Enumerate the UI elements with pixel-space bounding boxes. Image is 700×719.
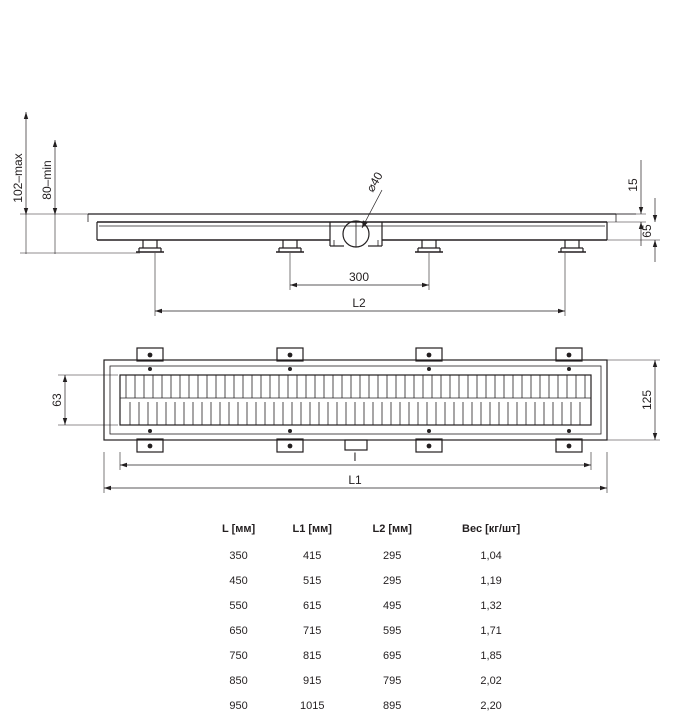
table-header-l1: L1 [мм] bbox=[292, 522, 332, 535]
dim-label-outlet-diameter: ⌀40 bbox=[363, 169, 386, 195]
dim-label-overall-width: 125 bbox=[640, 389, 654, 411]
dim-length-l2 bbox=[155, 253, 565, 316]
table-row bbox=[205, 594, 550, 619]
dim-label-grate-width: 63 bbox=[50, 393, 64, 407]
cell-l: 950 bbox=[229, 700, 248, 712]
cell-l: 350 bbox=[229, 550, 248, 562]
cell-l1: 815 bbox=[303, 650, 322, 662]
cell-l: 450 bbox=[229, 575, 248, 587]
table-header-row bbox=[205, 516, 550, 544]
grate-slots bbox=[120, 375, 591, 425]
cell-l1: 915 bbox=[303, 675, 322, 687]
side-view-group bbox=[11, 112, 660, 316]
dim-label-height-min: 80–min bbox=[40, 160, 54, 200]
cell-l1: 415 bbox=[303, 550, 322, 562]
dim-leg-spacing bbox=[290, 253, 429, 290]
dim-label-body-height: 65 bbox=[640, 224, 654, 238]
dim-label-flange-height: 15 bbox=[626, 178, 640, 192]
cell-l1: 1015 bbox=[299, 700, 325, 712]
cell-l2: 895 bbox=[383, 700, 402, 712]
cell-l2: 295 bbox=[383, 550, 402, 562]
dim-label-height-max: 102–max bbox=[11, 153, 25, 203]
dim-label-length-l2: L2 bbox=[352, 296, 366, 310]
cell-l: 650 bbox=[229, 625, 248, 637]
table-header-l: L [мм] bbox=[222, 522, 256, 535]
table-header-weight: Вес [кг/шт] bbox=[462, 522, 521, 535]
dim-label-grate-length: l bbox=[353, 450, 357, 464]
cell-l1: 615 bbox=[303, 600, 322, 612]
cell-weight: 1,32 bbox=[480, 600, 502, 612]
cell-weight: 1,71 bbox=[480, 625, 502, 637]
table-row bbox=[205, 544, 550, 569]
dim-outlet-diameter bbox=[362, 169, 386, 228]
cell-l: 550 bbox=[229, 600, 248, 612]
table-row bbox=[205, 569, 550, 594]
cell-l2: 795 bbox=[383, 675, 402, 687]
cell-l: 750 bbox=[229, 650, 248, 662]
cell-weight: 2,20 bbox=[480, 700, 502, 712]
cell-l2: 295 bbox=[383, 575, 402, 587]
leg-4 bbox=[558, 240, 586, 252]
dim-height-min bbox=[40, 140, 57, 215]
dim-overall-width bbox=[607, 360, 660, 440]
top-view-group bbox=[50, 348, 660, 493]
spec-table-container bbox=[205, 516, 550, 719]
leg-3 bbox=[415, 240, 443, 252]
table-row bbox=[205, 694, 550, 719]
table-row bbox=[205, 669, 550, 694]
dim-grate-length bbox=[120, 450, 591, 470]
cell-l2: 595 bbox=[383, 625, 402, 637]
dim-label-leg-spacing: 300 bbox=[348, 270, 370, 284]
dim-grate-width bbox=[50, 375, 118, 425]
cell-l1: 715 bbox=[303, 625, 322, 637]
dim-body-height bbox=[607, 198, 660, 262]
leg-1 bbox=[136, 240, 164, 252]
dim-label-length-l1: L1 bbox=[348, 473, 362, 487]
table-row bbox=[205, 644, 550, 669]
table-header-l2: L2 [мм] bbox=[372, 522, 412, 535]
cell-l2: 495 bbox=[383, 600, 402, 612]
leg-2 bbox=[276, 240, 304, 252]
cell-l1: 515 bbox=[303, 575, 322, 587]
cell-l2: 695 bbox=[383, 650, 402, 662]
cell-weight: 1,04 bbox=[480, 550, 502, 562]
spec-table bbox=[205, 516, 550, 719]
cell-weight: 1,19 bbox=[480, 575, 502, 587]
table-row bbox=[205, 619, 550, 644]
cell-weight: 1,85 bbox=[480, 650, 502, 662]
cell-l: 850 bbox=[229, 675, 248, 687]
mounting-tabs-top bbox=[137, 348, 582, 361]
cell-weight: 2,02 bbox=[480, 675, 502, 687]
